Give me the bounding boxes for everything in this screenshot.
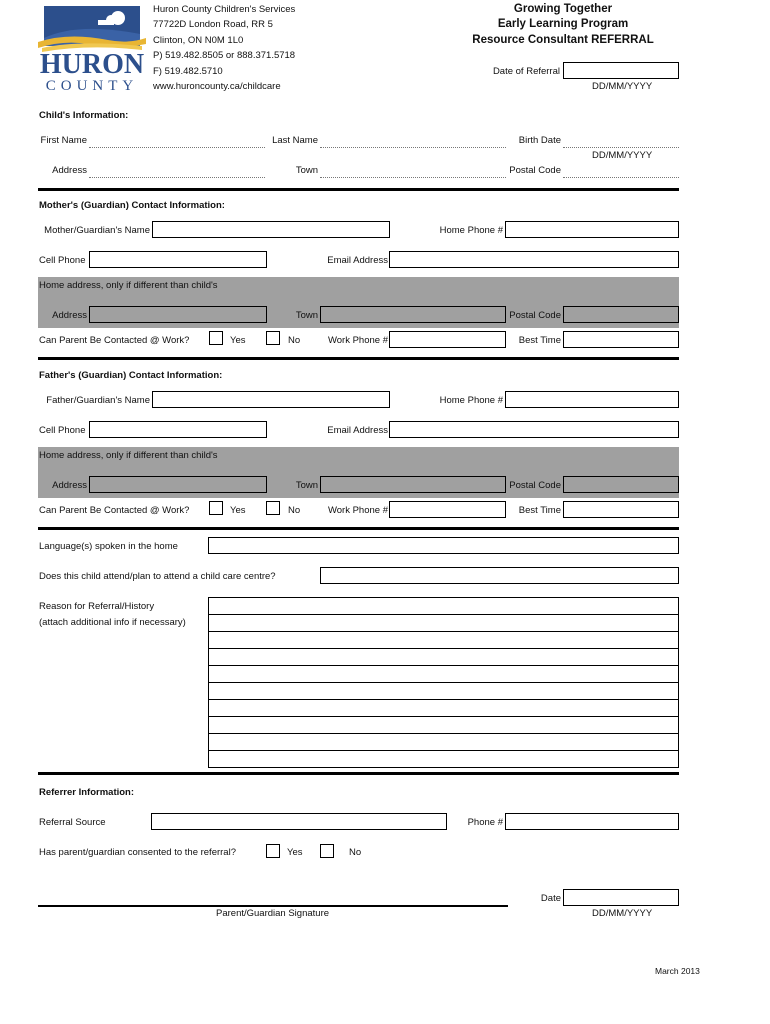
father-section-heading: Father's (Guardian) Contact Information:: [39, 370, 223, 381]
birth-date-hint: DD/MM/YYYY: [592, 150, 653, 161]
logo-wordmark-huron: HURON: [39, 49, 145, 80]
father-contact-work-yes-checkbox[interactable]: [209, 501, 223, 515]
father-home-phone-label: Home Phone #: [439, 395, 503, 406]
mother-postal-code-label: Postal Code: [509, 310, 561, 321]
reason-textarea[interactable]: [208, 597, 679, 768]
mother-section-heading: Mother's (Guardian) Contact Information:: [39, 200, 225, 211]
child-address-label: Address: [52, 165, 87, 176]
child-postal-code-label: Postal Code: [509, 165, 561, 176]
father-work-phone-label: Work Phone #: [327, 505, 388, 516]
mother-name-input[interactable]: [152, 221, 390, 238]
father-email-label: Email Address: [327, 425, 388, 436]
signature-date-input[interactable]: [563, 889, 679, 906]
reason-line: [209, 648, 678, 649]
signature-label: Parent/Guardian Signature: [216, 908, 330, 919]
org-fax: F) 519.482.5710: [153, 66, 223, 77]
date-of-referral-label: Date of Referral: [492, 66, 560, 77]
mother-cell-label: Cell Phone: [39, 255, 86, 266]
reason-line: [209, 699, 678, 700]
org-website: www.huroncounty.ca/childcare: [153, 81, 281, 92]
mother-email-label: Email Address: [327, 255, 388, 266]
mother-work-phone-input[interactable]: [389, 331, 506, 348]
child-address-input[interactable]: [89, 177, 265, 178]
signature-date-label: Date: [540, 893, 561, 904]
mother-contact-work-yes-checkbox[interactable]: [209, 331, 223, 345]
form-title-line1: Growing Together: [513, 3, 613, 15]
date-of-referral-input[interactable]: [563, 62, 679, 79]
first-name-input[interactable]: [89, 147, 265, 148]
referrer-section-heading: Referrer Information:: [39, 787, 135, 798]
mother-home-diff-label: Home address, only if different than child's: [39, 280, 218, 291]
mother-home-phone-input[interactable]: [505, 221, 679, 238]
mother-town-input[interactable]: [320, 306, 506, 323]
childcare-label: Does this child attend/plan to attend a child care centre?: [39, 571, 276, 582]
mother-contact-work-no-checkbox[interactable]: [266, 331, 280, 345]
reason-line: [209, 665, 678, 666]
form-title-line2: Early Learning Program: [497, 18, 629, 30]
mother-best-time-input[interactable]: [563, 331, 679, 348]
father-best-time-label: Best Time: [518, 505, 561, 516]
father-contact-work-no-checkbox[interactable]: [266, 501, 280, 515]
footer-date: March 2013: [655, 966, 700, 976]
reason-line: [209, 750, 678, 751]
reason-line: [209, 716, 678, 717]
father-address-input[interactable]: [89, 476, 267, 493]
father-address-label: Address: [52, 480, 87, 491]
reason-line: [209, 631, 678, 632]
mother-home-phone-label: Home Phone #: [439, 225, 503, 236]
languages-input[interactable]: [208, 537, 679, 554]
father-home-phone-input[interactable]: [505, 391, 679, 408]
father-contact-work-no-label: No: [288, 505, 301, 516]
consent-no-checkbox[interactable]: [320, 844, 334, 858]
referrer-phone-label: Phone #: [467, 817, 503, 828]
mother-postal-code-input[interactable]: [563, 306, 679, 323]
org-name: Huron County Children's Services: [153, 4, 296, 15]
mother-best-time-label: Best Time: [518, 335, 561, 346]
mother-town-label: Town: [295, 310, 318, 321]
mother-name-label: Mother/Guardian's Name: [44, 225, 150, 236]
father-cell-input[interactable]: [89, 421, 267, 438]
father-cell-label: Cell Phone: [39, 425, 86, 436]
mother-work-phone-label: Work Phone #: [327, 335, 388, 346]
mother-contact-work-label: Can Parent Be Contacted @ Work?: [39, 335, 190, 346]
mother-cell-input[interactable]: [89, 251, 267, 268]
mother-email-input[interactable]: [389, 251, 679, 268]
consent-yes-checkbox[interactable]: [266, 844, 280, 858]
org-address-line2: Clinton, ON N0M 1L0: [153, 35, 244, 46]
father-contact-work-yes-label: Yes: [230, 505, 246, 516]
org-phone: P) 519.482.8505 or 888.371.5718: [153, 50, 296, 61]
last-name-input[interactable]: [320, 147, 506, 148]
section-divider: [38, 188, 679, 191]
father-town-label: Town: [295, 480, 318, 491]
logo-emblem-icon: [38, 4, 146, 54]
mother-contact-work-yes-label: Yes: [230, 335, 246, 346]
section-divider: [38, 772, 679, 775]
mother-address-label: Address: [52, 310, 87, 321]
child-town-label: Town: [295, 165, 318, 176]
child-section-heading: Child's Information:: [39, 110, 129, 121]
referrer-phone-input[interactable]: [505, 813, 679, 830]
reason-line: [209, 733, 678, 734]
first-name-label: First Name: [40, 135, 87, 146]
consent-label: Has parent/guardian consented to the referral?: [39, 847, 236, 858]
reason-note: (attach additional info if necessary): [39, 617, 186, 628]
father-name-label: Father/Guardian's Name: [46, 395, 150, 406]
father-home-diff-label: Home address, only if different than child's: [39, 450, 218, 461]
consent-yes-label: Yes: [287, 847, 303, 858]
section-divider: [38, 357, 679, 360]
logo-wordmark-county: COUNTY: [45, 78, 139, 94]
mother-contact-work-no-label: No: [288, 335, 301, 346]
mother-address-input[interactable]: [89, 306, 267, 323]
child-town-input[interactable]: [320, 177, 506, 178]
huron-county-logo: [38, 4, 146, 96]
referral-source-label: Referral Source: [39, 817, 106, 828]
father-postal-code-input[interactable]: [563, 476, 679, 493]
father-best-time-input[interactable]: [563, 501, 679, 518]
reason-line: [209, 682, 678, 683]
section-divider: [38, 527, 679, 530]
birth-date-input[interactable]: [563, 147, 679, 148]
father-email-input[interactable]: [389, 421, 679, 438]
consent-no-label: No: [349, 847, 362, 858]
signature-date-hint: DD/MM/YYYY: [592, 908, 653, 919]
languages-label: Language(s) spoken in the home: [39, 541, 178, 552]
birth-date-label: Birth Date: [518, 135, 561, 146]
date-of-referral-hint: DD/MM/YYYY: [592, 81, 653, 92]
reason-line: [209, 614, 678, 615]
childcare-input[interactable]: [320, 567, 679, 584]
last-name-label: Last Name: [272, 135, 318, 146]
father-town-input[interactable]: [320, 476, 506, 493]
father-postal-code-label: Postal Code: [509, 480, 561, 491]
signature-line[interactable]: [38, 905, 508, 907]
father-work-phone-input[interactable]: [389, 501, 506, 518]
father-contact-work-label: Can Parent Be Contacted @ Work?: [39, 505, 190, 516]
child-postal-code-input[interactable]: [563, 177, 679, 178]
father-name-input[interactable]: [152, 391, 390, 408]
org-address-line1: 77722D London Road, RR 5: [153, 19, 273, 30]
form-title-line3: Resource Consultant REFERRAL: [472, 34, 654, 46]
reason-label: Reason for Referral/History: [39, 601, 155, 612]
referral-source-input[interactable]: [151, 813, 447, 830]
